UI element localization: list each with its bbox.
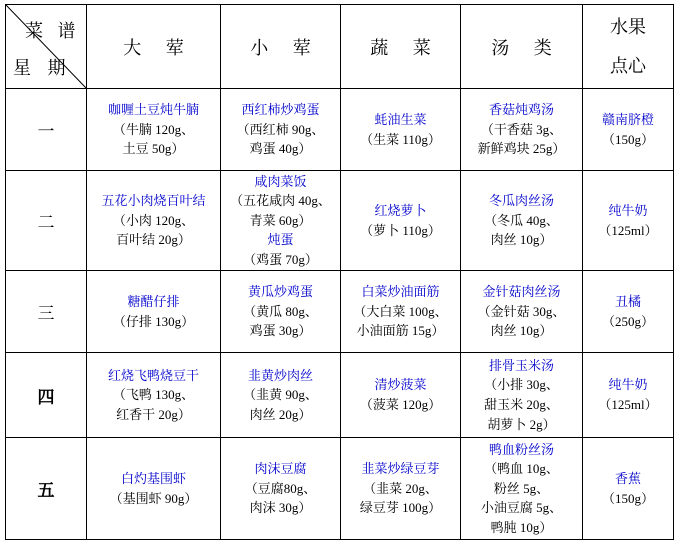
table-row	[6, 438, 674, 540]
dish-name: 香菇炖鸡汤	[488, 102, 554, 118]
dish-detail: 小油豆腐 5g、	[480, 500, 563, 516]
dish-name: 糖醋仔排	[127, 293, 180, 309]
small-meat-cell	[221, 353, 341, 438]
dish-detail: （干香菇 3g、	[480, 121, 563, 137]
vegetable-cell	[341, 271, 461, 353]
dish-name: 蚝油生菜	[374, 111, 427, 127]
dish-name: 白灼基围虾	[120, 470, 186, 486]
dish-name: 金针菇肉丝汤	[482, 284, 561, 300]
table-row	[6, 171, 674, 271]
vegetable-cell	[341, 171, 461, 271]
dish-detail: （牛腩 120g、	[112, 121, 195, 137]
soup-cell	[461, 89, 583, 171]
soup-cell	[461, 353, 583, 438]
dish-detail: （豆腐80g、	[244, 480, 317, 496]
dish-name: 清炒菠菜	[374, 377, 427, 393]
big-meat-cell	[87, 438, 221, 540]
small-meat-cell	[221, 171, 341, 271]
dish-detail: （西红柿 90g、	[236, 121, 325, 137]
dish-detail: 小油面筋 15g）	[356, 323, 445, 339]
dish-name: 丑橘	[614, 293, 641, 309]
column-header-soup: 汤 类	[461, 5, 583, 89]
dish-detail: 甜玉米 20g、	[484, 397, 559, 412]
dish-detail: （五花咸肉 40g、	[230, 193, 331, 209]
dish-name: 咖喱土豆炖牛腩	[107, 102, 199, 118]
dish-detail: （150g）	[601, 490, 654, 506]
vegetable-cell	[341, 438, 461, 540]
dish-detail: 新鲜鸡块 25g）	[477, 141, 566, 157]
dish-detail: （韭菜 20g、	[363, 480, 438, 496]
dish-detail: （鸭血 10g、	[484, 461, 559, 477]
column-header-fruit-snack	[583, 5, 674, 89]
soup-cell	[461, 271, 583, 353]
column-header-vegetable: 蔬 菜	[341, 5, 461, 89]
dish-detail: 鸡蛋 30g）	[249, 323, 312, 339]
fruit-snack-cell	[583, 353, 674, 438]
dish-detail: 红香干 20g）	[116, 406, 191, 422]
small-meat-cell	[221, 438, 341, 540]
table-row	[6, 89, 674, 171]
dish-name: 肉沫豆腐	[254, 461, 307, 477]
dish-detail: （125ml）	[598, 397, 658, 412]
dish-detail: （黄瓜 80g、	[243, 303, 318, 319]
header-row	[6, 5, 674, 89]
dish-detail: 鸡蛋 40g）	[249, 141, 312, 157]
dish-name: 香蕉	[614, 470, 641, 486]
dish-name: 排骨玉米汤	[488, 357, 554, 373]
dish-detail: （小排 30g、	[484, 377, 559, 393]
dish-name: 韭菜炒绿豆芽	[361, 461, 440, 477]
dish-detail: （金针菇 30g、	[477, 303, 566, 319]
dish-detail: 绿豆芽 100g）	[359, 500, 442, 516]
big-meat-cell	[87, 353, 221, 438]
dish-detail: 肉丝 10g）	[490, 232, 553, 248]
column-header-fruit-line2: 点心	[610, 55, 646, 76]
dish-detail: （菠菜 120g）	[359, 397, 442, 412]
dish-name: 黄瓜炒鸡蛋	[247, 284, 313, 300]
big-meat-cell	[87, 89, 221, 171]
table-row	[6, 353, 674, 438]
dish-detail: 土豆 50g）	[122, 141, 185, 157]
dish-detail: 鸭肫 10g）	[490, 519, 553, 535]
corner-label-menu: 菜 谱	[25, 21, 76, 41]
dish-name: 纯牛奶	[608, 202, 648, 218]
dish-detail: （韭黄 90g、	[243, 387, 318, 403]
dish-detail: （生菜 110g）	[360, 131, 441, 147]
fruit-snack-cell	[583, 438, 674, 540]
column-header-big-meat: 大 荤	[87, 5, 221, 89]
dish-detail: 胡萝卜 2g）	[487, 416, 556, 432]
dish-name: 红烧萝卜	[374, 202, 427, 218]
dish-detail: （萝卜 110g）	[360, 222, 441, 238]
weekday-cell: 三	[6, 271, 87, 353]
dish-detail: （鸡蛋 70g）	[243, 251, 318, 267]
dish-detail: （150g）	[601, 131, 654, 147]
column-header-fruit-line1: 水果	[610, 16, 646, 37]
weekly-menu-table	[5, 4, 674, 540]
weekday-cell: 二	[6, 171, 87, 271]
weekday-cell: 一	[6, 89, 87, 171]
fruit-snack-cell	[583, 271, 674, 353]
vegetable-cell	[341, 89, 461, 171]
dish-detail: （冬瓜 40g、	[484, 212, 559, 228]
dish-detail: （仔排 130g）	[112, 313, 195, 329]
dish-name: 咸肉菜饭	[254, 173, 307, 189]
small-meat-cell	[221, 89, 341, 171]
dish-detail: 粉丝 5g、	[493, 480, 550, 496]
dish-detail: （250g）	[601, 313, 654, 329]
column-header-small-meat: 小 荤	[221, 5, 341, 89]
vegetable-cell	[341, 353, 461, 438]
dish-name: 五花小肉烧百叶结	[101, 193, 206, 209]
dish-detail: （飞鸭 130g、	[112, 387, 195, 403]
soup-cell	[461, 438, 583, 540]
soup-cell	[461, 171, 583, 271]
dish-name: 白菜炒油面筋	[361, 284, 440, 300]
dish-name: 鸭血粉丝汤	[488, 441, 554, 457]
big-meat-cell	[87, 271, 221, 353]
weekday-cell: 五	[6, 438, 87, 540]
dish-detail: 百叶结 20g）	[116, 232, 191, 248]
dish-name: 炖蛋	[267, 232, 294, 248]
dish-detail: 青菜 60g）	[249, 212, 312, 228]
table-row	[6, 271, 674, 353]
weekday-cell: 四	[6, 353, 87, 438]
corner-label-weekday: 星 期	[13, 58, 66, 78]
dish-name: 赣南脐橙	[601, 111, 654, 127]
fruit-snack-cell	[583, 89, 674, 171]
dish-detail: 肉丝 20g）	[249, 406, 312, 422]
dish-name: 纯牛奶	[608, 377, 648, 393]
dish-detail: （基围虾 90g）	[109, 490, 198, 506]
dish-detail: （125ml）	[598, 222, 658, 238]
dish-name: 韭黄炒肉丝	[247, 367, 313, 383]
fruit-snack-cell	[583, 171, 674, 271]
dish-name: 冬瓜肉丝汤	[488, 193, 554, 209]
dish-detail: 肉沫 30g）	[249, 500, 312, 516]
corner-cell	[6, 5, 87, 89]
dish-detail: （小肉 120g、	[112, 212, 195, 228]
dish-name: 红烧飞鸭烧豆干	[107, 367, 199, 383]
small-meat-cell	[221, 271, 341, 353]
dish-name: 西红柿炒鸡蛋	[241, 102, 320, 118]
big-meat-cell	[87, 171, 221, 271]
dish-detail: （大白菜 100g、	[353, 303, 448, 319]
dish-detail: 肉丝 10g）	[490, 323, 553, 339]
